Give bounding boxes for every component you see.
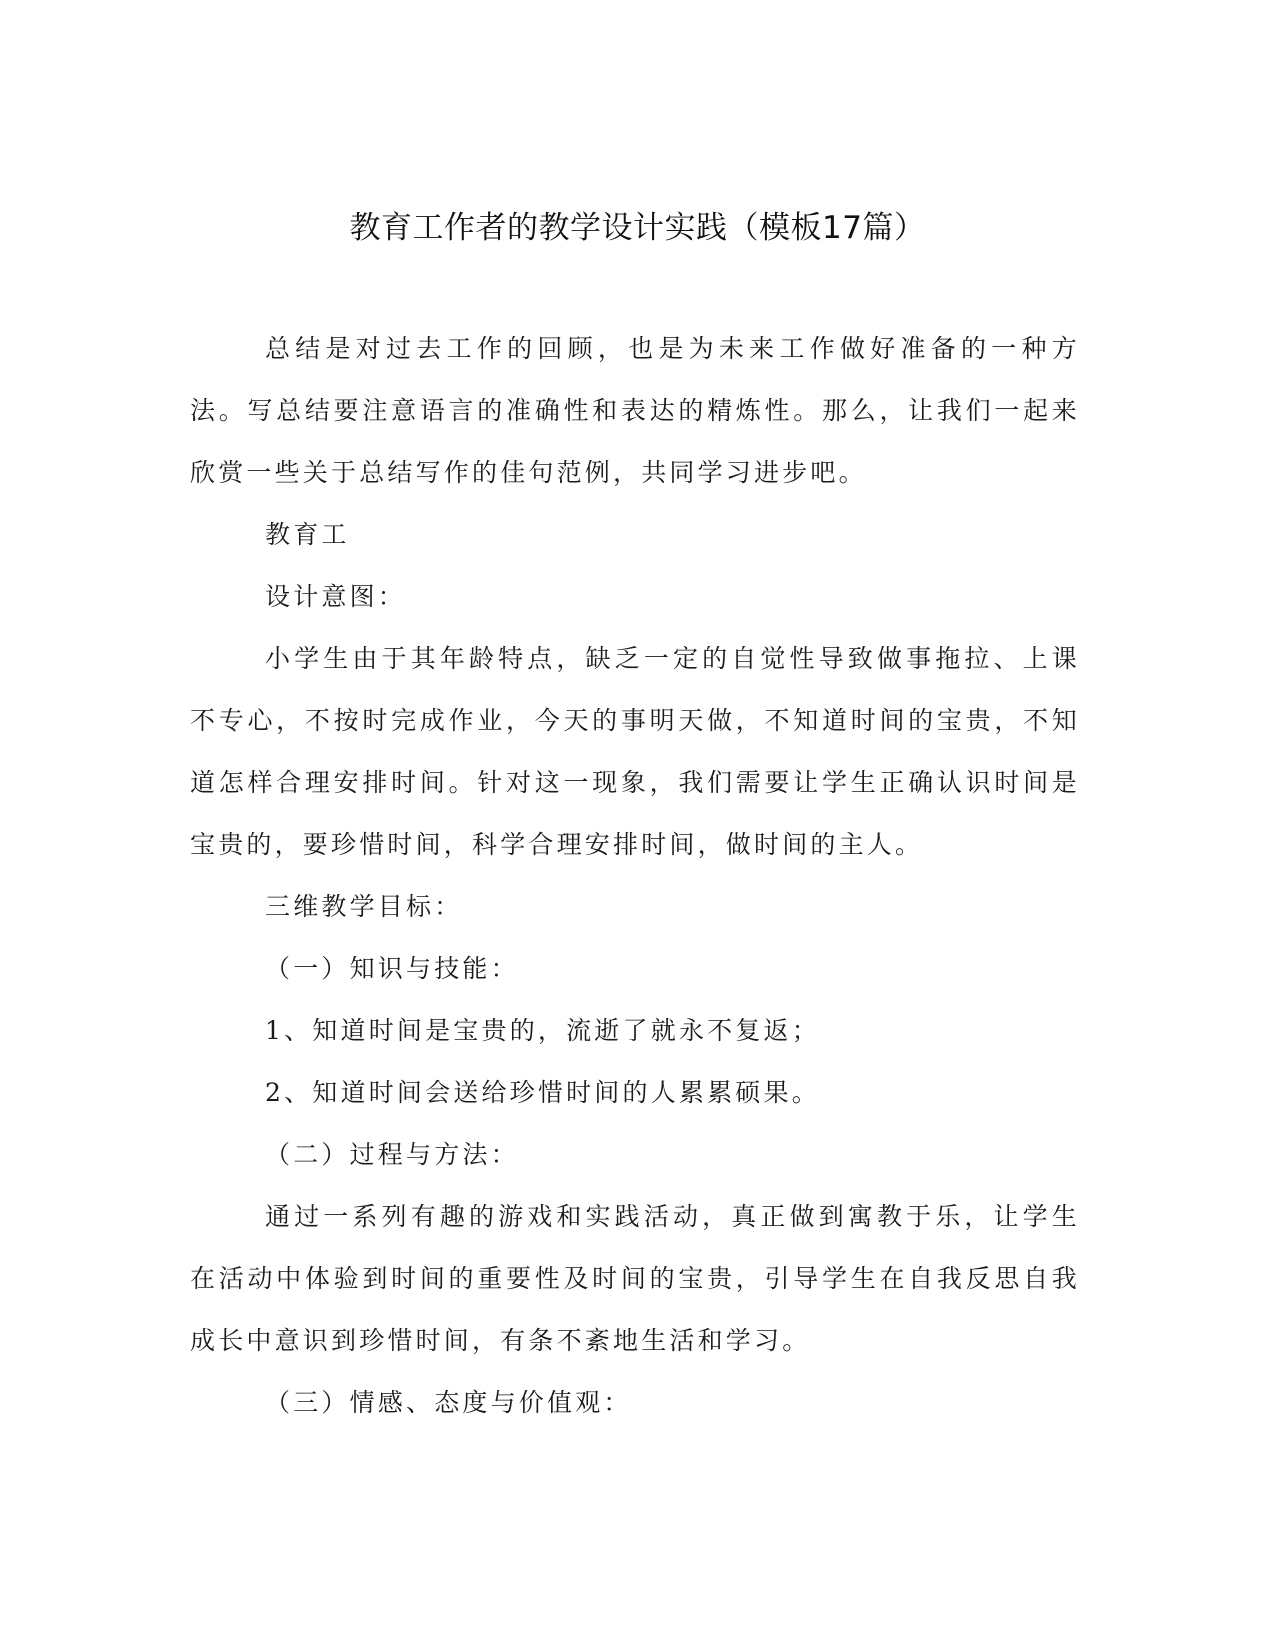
- paragraph-intro: 总结是对过去工作的回顾，也是为未来工作做好准备的一种方法。写总结要注意语言的准确性和表达的精炼性。那么，让我们一起来欣赏一些关于总结写作的佳句范例，共同学习进步吧。: [190, 334, 1080, 487]
- paragraph-knowledge-item-2: 2、知道时间会送给珍惜时间的人累累硕果。: [265, 1078, 820, 1107]
- paragraph-values-heading: （三）情感、态度与价值观：: [265, 1388, 632, 1417]
- document-body: [190, 318, 1080, 1434]
- paragraph-knowledge-item-1: 1、知道时间是宝贵的，流逝了就永不复返；: [265, 1016, 820, 1045]
- paragraph-process-heading: （二）过程与方法：: [265, 1140, 519, 1169]
- paragraph-design-intent-heading: 设计意图：: [265, 582, 407, 611]
- document-title: 教育工作者的教学设计实践（模板17篇）: [349, 210, 926, 246]
- paragraph-knowledge-heading: （一）知识与技能：: [265, 954, 519, 983]
- paragraph-section-heading: 教育工: [265, 520, 350, 549]
- paragraph-process: 通过一系列有趣的游戏和实践活动，真正做到寓教于乐，让学生在活动中体验到时间的重要性及时间的宝贵，引导学生在自我反思自我成长中意识到珍惜时间，有条不紊地生活和学习。: [190, 1202, 1080, 1355]
- paragraph-design-intent: 小学生由于其年龄特点，缺乏一定的自觉性导致做事拖拉、上课不专心，不按时完成作业，今天的事明天做，不知道时间的宝贵，不知道怎样合理安排时间。针对这一现象，我们需要让学生正确认识时间是宝贵的，要珍惜时间，科学合理安排时间，做时间的主人。: [190, 644, 1080, 859]
- paragraph-objectives-heading: 三维教学目标：: [265, 892, 463, 921]
